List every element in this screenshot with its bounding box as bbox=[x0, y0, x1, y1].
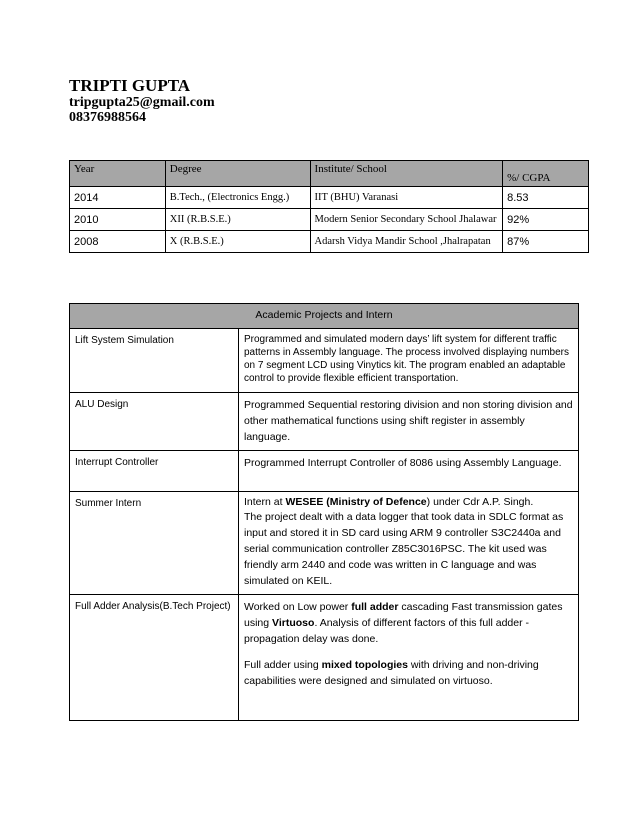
projects-table bbox=[69, 303, 579, 721]
project-label: Interrupt Controller bbox=[70, 451, 239, 492]
year-cell: 2008 bbox=[70, 231, 166, 253]
score-cell: 8.53 bbox=[503, 187, 589, 209]
phone-text: 08376988564 bbox=[69, 110, 146, 125]
project-description: Programmed Interrupt Controller of 8086 using Assembly Language. bbox=[239, 451, 579, 492]
header-institute: Institute/ School bbox=[310, 161, 503, 187]
year-cell: 2014 bbox=[70, 187, 166, 209]
project-description: Programmed Sequential restoring division and non storing division and other mathematical functions using shift register in assembly language. bbox=[239, 393, 579, 451]
project-label: Lift System Simulation bbox=[70, 329, 239, 393]
institute-cell: Modern Senior Secondary School Jhalawar bbox=[310, 209, 503, 231]
project-label: Summer Intern bbox=[70, 492, 239, 595]
education-header-row bbox=[70, 161, 589, 187]
table-row bbox=[70, 451, 579, 492]
project-description: Intern at WESEE (Ministry of Defence) under Cdr A.P. Singh. The project dealt with a data logger that took data in SDLC format as input and stored it in SD card using ARM 9 controller S3C2440a and serial communication controller Z85C3016PSC. The kit used was friendly arm 2440 and code was written in C language and was simulated on KEIL. bbox=[239, 492, 579, 595]
candidate-name: TRIPTI GUPTA bbox=[69, 76, 191, 95]
education-table bbox=[69, 160, 589, 253]
score-cell: 87% bbox=[503, 231, 589, 253]
email-text: tripgupta25@gmail.com bbox=[69, 95, 215, 110]
projects-header-row bbox=[70, 304, 579, 329]
degree-cell: XII (R.B.S.E.) bbox=[165, 209, 310, 231]
project-label: Full Adder Analysis(B.Tech Project) bbox=[70, 595, 239, 721]
degree-cell: B.Tech., (Electronics Engg.) bbox=[165, 187, 310, 209]
project-description: Programmed and simulated modern days’ lift system for different traffic patterns in Assembly language. The process involved displaying numbers on 7 segment LCD using Vinytics kit. The program enabled an adaptable control to provide flexible efficient transportation. bbox=[239, 329, 579, 393]
table-row bbox=[70, 595, 579, 721]
table-row bbox=[70, 209, 589, 231]
header-cgpa: %/ CGPA bbox=[503, 161, 589, 187]
project-label: ALU Design bbox=[70, 393, 239, 451]
institute-cell: Adarsh Vidya Mandir School ,Jhalrapatan bbox=[310, 231, 503, 253]
header-degree: Degree bbox=[165, 161, 310, 187]
header-year: Year bbox=[70, 161, 166, 187]
score-cell: 92% bbox=[503, 209, 589, 231]
table-row bbox=[70, 187, 589, 209]
institute-cell: IIT (BHU) Varanasi bbox=[310, 187, 503, 209]
table-row bbox=[70, 329, 579, 393]
table-row bbox=[70, 393, 579, 451]
project-description: Worked on Low power full adder cascading Fast transmission gates using Virtuoso. Analysis of different factors of this full adder - propagation delay was done. Full adder using mixed topologies with driving and non-driving capabilities were designed and simulated on virtuoso. bbox=[239, 595, 579, 721]
year-cell: 2010 bbox=[70, 209, 166, 231]
resume-header bbox=[69, 76, 215, 125]
table-row bbox=[70, 492, 579, 595]
intern-details: The project dealt with a data logger that took data in SDLC format as input and stored it in SD card using ARM 9 controller S3C2440a and serial communication controller Z85C3016PSC. The kit used was friendly arm 2440 and code was written in C language and was simulated on KEIL. bbox=[244, 511, 564, 587]
table-row bbox=[70, 231, 589, 253]
degree-cell: X (R.B.S.E.) bbox=[165, 231, 310, 253]
projects-title: Academic Projects and Intern bbox=[70, 304, 579, 329]
organization-name: WESEE (Ministry of Defence bbox=[285, 496, 427, 508]
